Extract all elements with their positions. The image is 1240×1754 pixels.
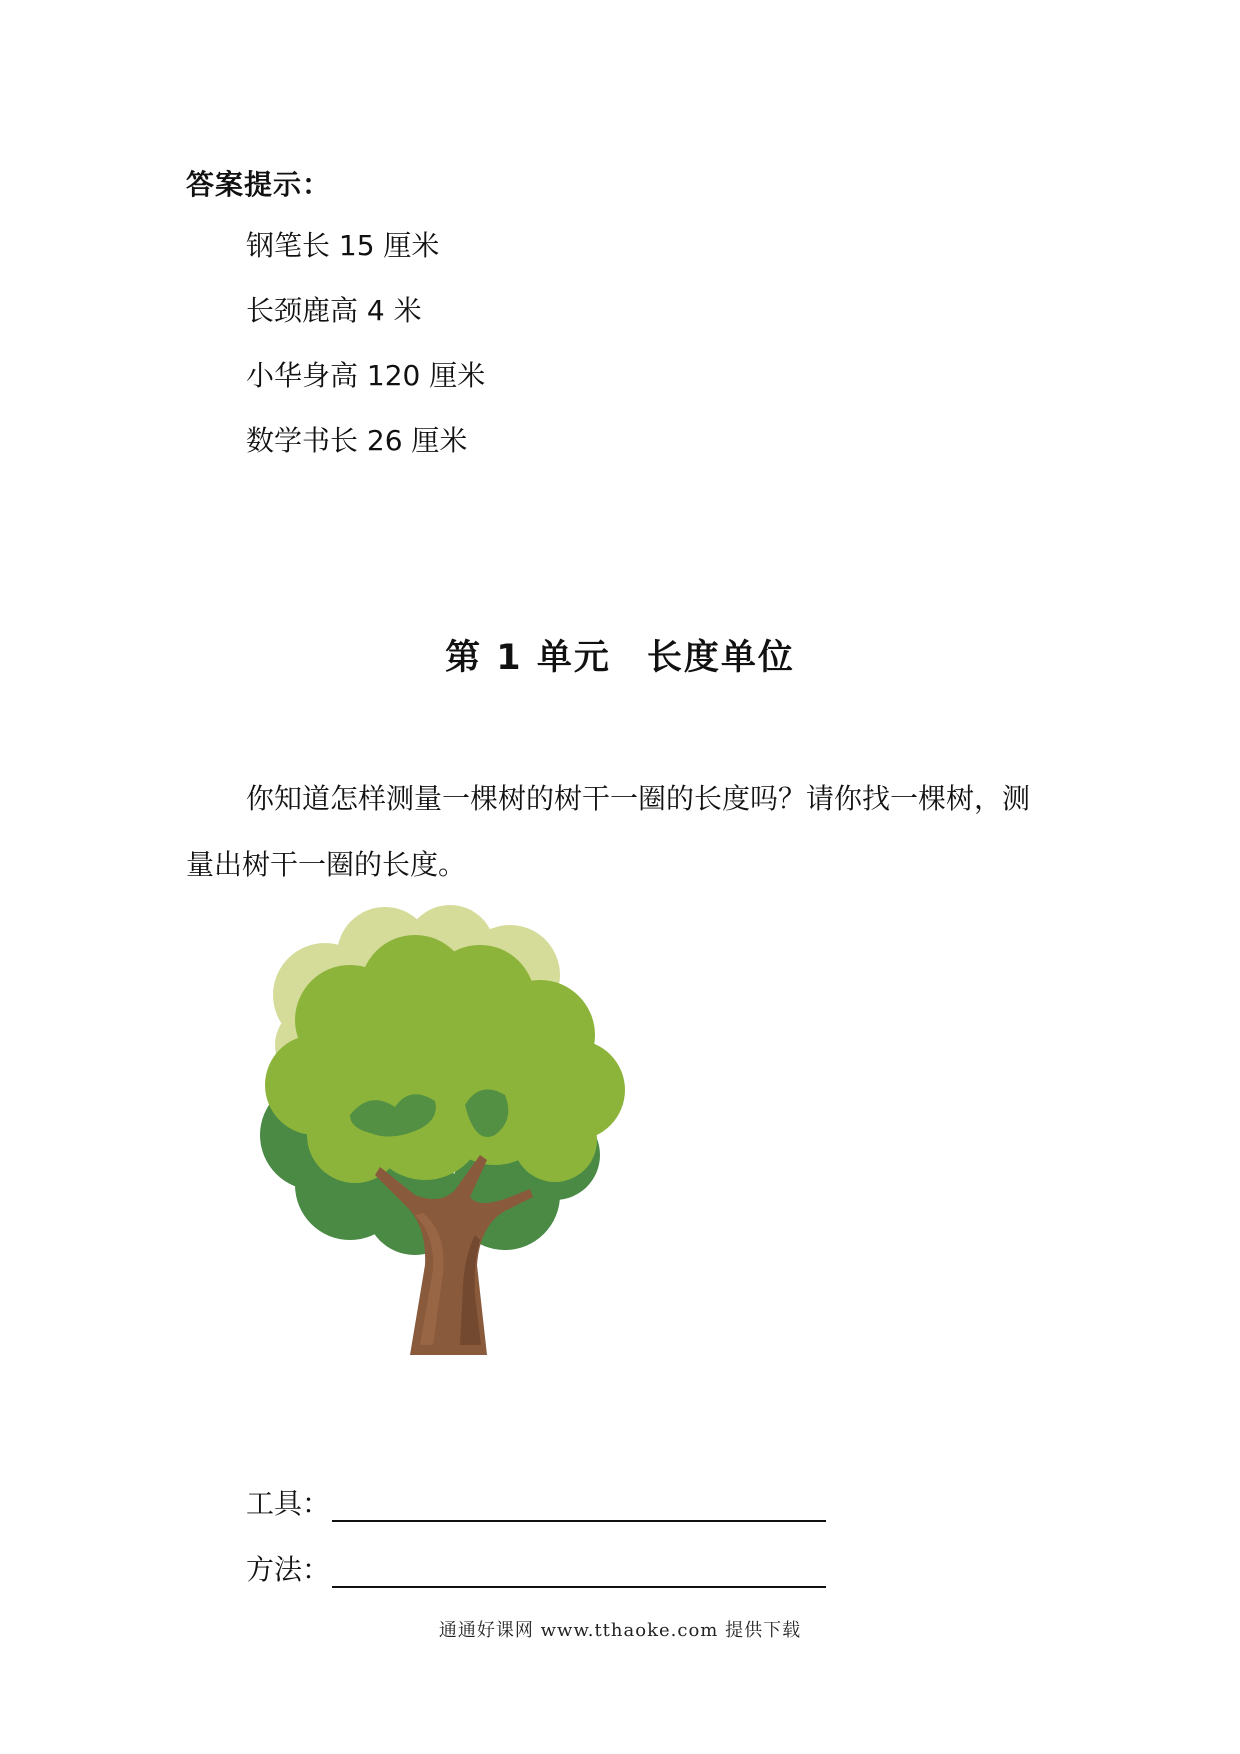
method-answer-line[interactable] xyxy=(332,1546,826,1588)
unit-title xyxy=(0,630,1240,680)
footer-credit: 通通好课网 www.tthaoke.com 提供下载 xyxy=(438,1620,802,1641)
question-text: 你知道怎样测量一棵树的树干一圈的长度吗？请你找一棵树，测量出树干一圈的长度。 xyxy=(186,782,1031,881)
unit-number: 第 1 单元 xyxy=(445,638,611,678)
tool-answer-line[interactable] xyxy=(332,1480,826,1522)
tree-illustration xyxy=(255,905,675,1355)
method-field xyxy=(246,1546,826,1588)
answer-hint-item: 长颈鹿高 4 米 xyxy=(246,294,422,327)
tool-field xyxy=(246,1480,826,1522)
answer-hint-heading: 答案提示： xyxy=(186,168,332,201)
method-label: 方法： xyxy=(246,1553,331,1586)
answer-hint-item: 数学书长 26 厘米 xyxy=(246,424,468,457)
unit-topic: 长度单位 xyxy=(646,638,795,678)
answer-hint-item: 钢笔长 15 厘米 xyxy=(246,229,440,262)
answer-hint-item: 小华身高 120 厘米 xyxy=(246,359,486,392)
answer-hint-list xyxy=(246,226,485,486)
tool-label: 工具： xyxy=(246,1487,331,1520)
